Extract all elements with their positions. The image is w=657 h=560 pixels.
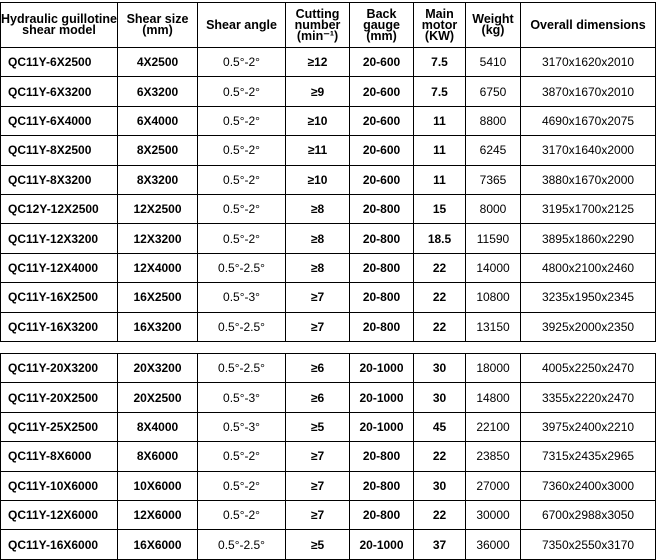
cell-main-motor: 22	[414, 283, 466, 312]
cell-back-gauge: 20-800	[350, 312, 414, 341]
cell-main-motor: 30	[414, 471, 466, 500]
cell-shear-angle: 0.5°-2°	[198, 106, 286, 135]
cell-model: QC11Y-25X2500	[1, 412, 118, 441]
cell-shear-angle: 0.5°-2°	[198, 471, 286, 500]
cell-back-gauge: 20-1000	[350, 354, 414, 383]
cell-back-gauge: 20-600	[350, 106, 414, 135]
cell-overall-dimensions: 6700x2988x3050	[521, 500, 656, 529]
cell-overall-dimensions: 3170x1640x2000	[521, 136, 656, 165]
cell-model: QC11Y-8X2500	[1, 136, 118, 165]
cell-shear-size: 6X4000	[118, 106, 198, 135]
cell-cutting-number: ≥5	[286, 412, 350, 441]
cell-cutting-number: ≥7	[286, 283, 350, 312]
cell-main-motor: 45	[414, 412, 466, 441]
cell-overall-dimensions: 7360x2400x3000	[521, 471, 656, 500]
cell-main-motor: 30	[414, 383, 466, 412]
header-main-motor: Main motor (KW)	[414, 3, 466, 48]
cell-model: QC11Y-6X3200	[1, 77, 118, 106]
cell-main-motor: 7.5	[414, 77, 466, 106]
cell-model: QC11Y-10X6000	[1, 471, 118, 500]
cell-shear-size: 12X4000	[118, 253, 198, 282]
cell-cutting-number: ≥9	[286, 77, 350, 106]
cell-overall-dimensions: 3880x1670x2000	[521, 165, 656, 194]
cell-shear-angle: 0.5°-2°	[198, 136, 286, 165]
table-row	[1, 442, 656, 471]
cell-model: QC11Y-12X4000	[1, 253, 118, 282]
cell-model: QC11Y-8X3200	[1, 165, 118, 194]
cell-back-gauge: 20-1000	[350, 530, 414, 559]
cell-back-gauge: 20-800	[350, 442, 414, 471]
cell-back-gauge: 20-1000	[350, 412, 414, 441]
header-back-gauge: Back gauge (mm)	[350, 3, 414, 48]
cell-weight: 11590	[466, 224, 521, 253]
cell-shear-size: 12X2500	[118, 194, 198, 223]
cell-shear-angle: 0.5°-2°	[198, 165, 286, 194]
header-shear-angle: Shear angle	[198, 3, 286, 48]
cell-weight: 13150	[466, 312, 521, 341]
cell-shear-angle: 0.5°-3°	[198, 383, 286, 412]
spec-table-top	[0, 2, 656, 342]
cell-overall-dimensions: 3895x1860x2290	[521, 224, 656, 253]
cell-shear-angle: 0.5°-2°	[198, 48, 286, 77]
cell-overall-dimensions: 4690x1670x2075	[521, 106, 656, 135]
cell-shear-angle: 0.5°-2°	[198, 224, 286, 253]
cell-overall-dimensions: 4005x2250x2470	[521, 354, 656, 383]
cell-shear-size: 12X6000	[118, 500, 198, 529]
cell-main-motor: 15	[414, 194, 466, 223]
table-row	[1, 253, 656, 282]
cell-cutting-number: ≥10	[286, 165, 350, 194]
cell-cutting-number: ≥8	[286, 194, 350, 223]
cell-weight: 6245	[466, 136, 521, 165]
cell-overall-dimensions: 3195x1700x2125	[521, 194, 656, 223]
cell-shear-angle: 0.5°-2°	[198, 442, 286, 471]
table-row	[1, 136, 656, 165]
cell-weight: 14000	[466, 253, 521, 282]
cell-shear-size: 20X2500	[118, 383, 198, 412]
cell-weight: 22100	[466, 412, 521, 441]
cell-main-motor: 22	[414, 253, 466, 282]
cell-back-gauge: 20-800	[350, 471, 414, 500]
header-cutting-number: Cutting number (min⁻¹)	[286, 3, 350, 48]
cell-main-motor: 11	[414, 106, 466, 135]
cell-shear-size: 12X3200	[118, 224, 198, 253]
table-row	[1, 194, 656, 223]
table-body-bottom	[1, 354, 656, 560]
cell-shear-size: 6X3200	[118, 77, 198, 106]
table-row	[1, 500, 656, 529]
cell-main-motor: 30	[414, 354, 466, 383]
cell-model: QC11Y-8X6000	[1, 442, 118, 471]
table-row	[1, 165, 656, 194]
table-row	[1, 48, 656, 77]
cell-cutting-number: ≥8	[286, 224, 350, 253]
cell-main-motor: 18.5	[414, 224, 466, 253]
cell-shear-angle: 0.5°-2°	[198, 500, 286, 529]
cell-shear-size: 10X6000	[118, 471, 198, 500]
cell-shear-size: 8X6000	[118, 442, 198, 471]
cell-main-motor: 22	[414, 312, 466, 341]
cell-weight: 8800	[466, 106, 521, 135]
table-row	[1, 383, 656, 412]
cell-back-gauge: 20-600	[350, 48, 414, 77]
header-row	[1, 3, 656, 48]
cell-shear-angle: 0.5°-2°	[198, 194, 286, 223]
cell-weight: 6750	[466, 77, 521, 106]
cell-main-motor: 37	[414, 530, 466, 559]
cell-cutting-number: ≥6	[286, 354, 350, 383]
cell-shear-size: 16X3200	[118, 312, 198, 341]
cell-main-motor: 7.5	[414, 48, 466, 77]
cell-overall-dimensions: 7350x2550x3170	[521, 530, 656, 559]
table-row	[1, 77, 656, 106]
cell-main-motor: 22	[414, 442, 466, 471]
cell-model: QC11Y-20X3200	[1, 354, 118, 383]
cell-back-gauge: 20-800	[350, 253, 414, 282]
cell-overall-dimensions: 3355x2220x2470	[521, 383, 656, 412]
cell-cutting-number: ≥6	[286, 383, 350, 412]
cell-cutting-number: ≥7	[286, 471, 350, 500]
cell-overall-dimensions: 7315x2435x2965	[521, 442, 656, 471]
cell-shear-size: 8X2500	[118, 136, 198, 165]
cell-weight: 18000	[466, 354, 521, 383]
table-row	[1, 224, 656, 253]
cell-weight: 36000	[466, 530, 521, 559]
cell-back-gauge: 20-800	[350, 194, 414, 223]
cell-overall-dimensions: 3925x2000x2350	[521, 312, 656, 341]
cell-weight: 30000	[466, 500, 521, 529]
cell-weight: 23850	[466, 442, 521, 471]
cell-weight: 10800	[466, 283, 521, 312]
cell-shear-size: 16X6000	[118, 530, 198, 559]
cell-shear-size: 4X2500	[118, 48, 198, 77]
cell-shear-angle: 0.5°-2.5°	[198, 312, 286, 341]
cell-cutting-number: ≥7	[286, 312, 350, 341]
cell-shear-size: 16X2500	[118, 283, 198, 312]
spec-table-bottom	[0, 353, 656, 560]
cell-shear-angle: 0.5°-2.5°	[198, 530, 286, 559]
cell-overall-dimensions: 3235x1950x2345	[521, 283, 656, 312]
cell-model: QC11Y-12X6000	[1, 500, 118, 529]
cell-model: QC11Y-16X2500	[1, 283, 118, 312]
cell-weight: 8000	[466, 194, 521, 223]
table-row	[1, 471, 656, 500]
cell-weight: 27000	[466, 471, 521, 500]
cell-back-gauge: 20-800	[350, 283, 414, 312]
cell-model: QC11Y-16X3200	[1, 312, 118, 341]
cell-back-gauge: 20-600	[350, 136, 414, 165]
cell-overall-dimensions: 3870x1670x2010	[521, 77, 656, 106]
cell-shear-angle: 0.5°-3°	[198, 412, 286, 441]
cell-weight: 7365	[466, 165, 521, 194]
header-overall-dimensions: Overall dimensions	[521, 3, 656, 48]
cell-model: QC11Y-12X3200	[1, 224, 118, 253]
header-model: Hydraulic guillotine shear model	[1, 3, 118, 48]
header-shear-size: Shear size (mm)	[118, 3, 198, 48]
cell-model: QC11Y-16X6000	[1, 530, 118, 559]
cell-shear-size: 8X4000	[118, 412, 198, 441]
cell-shear-angle: 0.5°-3°	[198, 283, 286, 312]
cell-cutting-number: ≥11	[286, 136, 350, 165]
cell-back-gauge: 20-600	[350, 165, 414, 194]
cell-model: QC12Y-12X2500	[1, 194, 118, 223]
table-row	[1, 530, 656, 559]
cell-weight: 5410	[466, 48, 521, 77]
cell-back-gauge: 20-600	[350, 77, 414, 106]
cell-overall-dimensions: 3975x2400x2210	[521, 412, 656, 441]
cell-back-gauge: 20-1000	[350, 383, 414, 412]
cell-back-gauge: 20-800	[350, 500, 414, 529]
cell-cutting-number: ≥8	[286, 253, 350, 282]
cell-cutting-number: ≥5	[286, 530, 350, 559]
header-weight: Weight (kg)	[466, 3, 521, 48]
cell-shear-angle: 0.5°-2.5°	[198, 354, 286, 383]
cell-cutting-number: ≥7	[286, 442, 350, 471]
cell-overall-dimensions: 3170x1620x2010	[521, 48, 656, 77]
cell-cutting-number: ≥7	[286, 500, 350, 529]
cell-model: QC11Y-20X2500	[1, 383, 118, 412]
table-row	[1, 312, 656, 341]
cell-cutting-number: ≥10	[286, 106, 350, 135]
cell-model: QC11Y-6X4000	[1, 106, 118, 135]
cell-shear-angle: 0.5°-2.5°	[198, 253, 286, 282]
table-row	[1, 106, 656, 135]
cell-weight: 14800	[466, 383, 521, 412]
cell-back-gauge: 20-800	[350, 224, 414, 253]
cell-shear-size: 8X3200	[118, 165, 198, 194]
table-row	[1, 412, 656, 441]
table-body-top	[1, 48, 656, 342]
cell-main-motor: 11	[414, 136, 466, 165]
cell-cutting-number: ≥12	[286, 48, 350, 77]
table-row	[1, 354, 656, 383]
cell-shear-size: 20X3200	[118, 354, 198, 383]
cell-main-motor: 22	[414, 500, 466, 529]
cell-main-motor: 11	[414, 165, 466, 194]
cell-model: QC11Y-6X2500	[1, 48, 118, 77]
cell-shear-angle: 0.5°-2°	[198, 77, 286, 106]
cell-overall-dimensions: 4800x2100x2460	[521, 253, 656, 282]
table-row	[1, 283, 656, 312]
